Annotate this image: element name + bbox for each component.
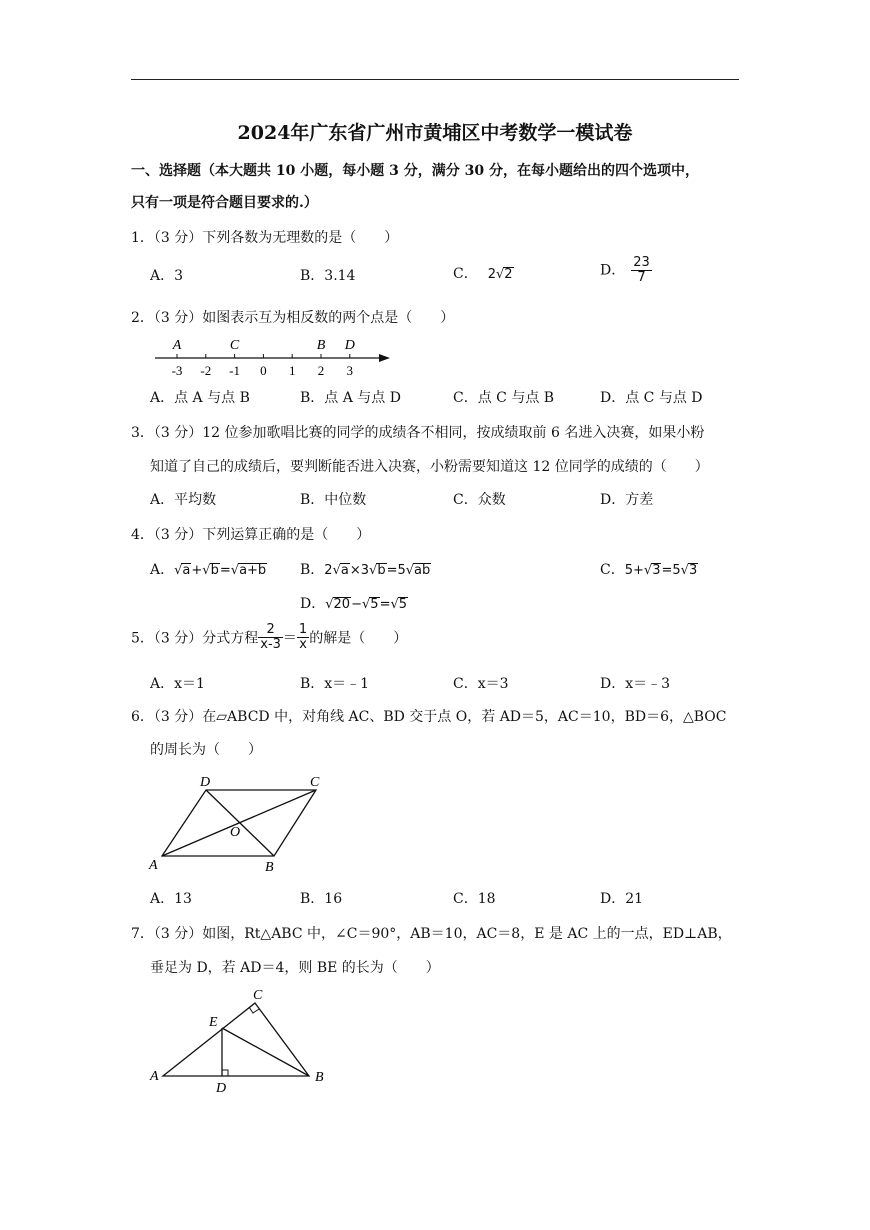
q6-stem-line1: 6．（3 分）在▱ABCD 中，对角线 AC、BD 交于点 O，若 AD＝5，AC＝10，BD＝6，△BOC [131, 709, 727, 725]
tick-label: 2 [317, 363, 325, 378]
point-label-a: A [172, 338, 182, 353]
header-rule [131, 79, 739, 80]
tick-label: 3 [346, 363, 354, 378]
q2-option-a: A．点 A 与点 B [150, 390, 250, 406]
q3-stem-line1: 3．（3 分）12 位参加歌唱比赛的同学的成绩各不相同，按成绩取前 6 名进入决赛，如果小粉 [131, 425, 705, 441]
tick-label: 1 [288, 363, 296, 378]
tick-label: -2 [200, 363, 212, 378]
q6-option-c: C．18 [453, 891, 496, 907]
q4-option-d: D．√20−√5=√5 [300, 596, 408, 612]
q5-option-c: C．x＝3 [453, 676, 509, 692]
label-o: O [230, 825, 241, 840]
q4-option-c: C．5+√3=5√3 [600, 562, 698, 578]
q6-option-a: A．13 [150, 891, 192, 907]
q6-parallelogram-figure [140, 770, 340, 876]
page-title: 2024年广东省广州市黄埔区中考数学一模试卷 [237, 122, 633, 144]
q4-option-b: B．2√a×3√b=5√ab [300, 562, 431, 578]
label-b: B [265, 860, 274, 875]
q3-option-a: A．平均数 [150, 492, 217, 508]
label-c: C [253, 988, 263, 1003]
q7-stem-line1: 7．（3 分）如图，Rt△ABC 中，∠C＝90°，AB＝10，AC＝8，E 是 AC 上的一点，ED⊥AB， [131, 926, 732, 942]
label-d: D [216, 1081, 227, 1096]
q6-option-d: D．21 [600, 891, 644, 907]
label-a: A [149, 858, 158, 873]
q3-option-b: B．中位数 [300, 492, 367, 508]
q1-stem: 1．（3 分）下列各数为无理数的是（ ） [131, 230, 399, 246]
tick-label: -3 [171, 363, 183, 378]
q3-option-c: C．众数 [453, 492, 506, 508]
section-heading-line2: 只有一项是符合题目要求的.） [131, 195, 318, 211]
q2-number-line [150, 332, 400, 380]
q7-triangle-figure [145, 984, 345, 1096]
q2-option-b: B．点 A 与点 D [300, 390, 401, 406]
label-a: A [150, 1069, 159, 1084]
q6-stem-line2: 的周长为（ ） [150, 742, 262, 758]
q7-stem-line2: 垂足为 D，若 AD＝4，则 BE 的长为（ ） [150, 960, 440, 976]
tick-label: 0 [260, 363, 267, 378]
label-e: E [209, 1015, 218, 1030]
q6-option-b: B．16 [300, 891, 343, 907]
q5-option-b: B．x＝﹣1 [300, 676, 370, 692]
q2-option-c: C．点 C 与点 B [453, 390, 555, 406]
q4-option-a: A．√a+√b=√a+b [150, 562, 267, 578]
q2-stem: 2．（3 分）如图表示互为相反数的两个点是（ ） [131, 310, 455, 326]
label-d: D [200, 775, 211, 790]
point-label-c: C [229, 338, 240, 353]
point-label-b: B [316, 338, 326, 353]
q2-option-d: D．点 C 与点 D [600, 390, 703, 406]
q5-option-d: D．x＝﹣3 [600, 676, 671, 692]
q5-option-a: A．x＝1 [150, 676, 205, 692]
label-b: B [315, 1070, 324, 1085]
section-heading-line1: 一、选择题（本大题共 10 小题，每小题 3 分，满分 30 分，在每小题给出的四个选项中， [131, 163, 699, 179]
label-c: C [310, 775, 320, 790]
q1-option-d: D． $\frac{23}{7}$ [600, 255, 650, 285]
q5-stem: 5．（3 分）分式方程 $\frac{2}{x-3}$ ＝ $\frac{1}{x}$ 的解是（ ） [131, 622, 408, 652]
q3-stem-line2: 知道了自己的成绩后，要判断能否进入决赛，小粉需要知道这 12 位同学的成绩的（ ） [150, 459, 709, 475]
q1-option-c: C． 2√2 [453, 266, 513, 282]
tick-label: -1 [229, 363, 241, 378]
point-label-d: D [344, 338, 355, 353]
q3-option-d: D．方差 [600, 492, 654, 508]
q1-option-b: B．3.14 [300, 268, 356, 284]
q1-option-a: A．3 [150, 268, 184, 284]
q4-stem: 4．（3 分）下列运算正确的是（ ） [131, 527, 371, 543]
